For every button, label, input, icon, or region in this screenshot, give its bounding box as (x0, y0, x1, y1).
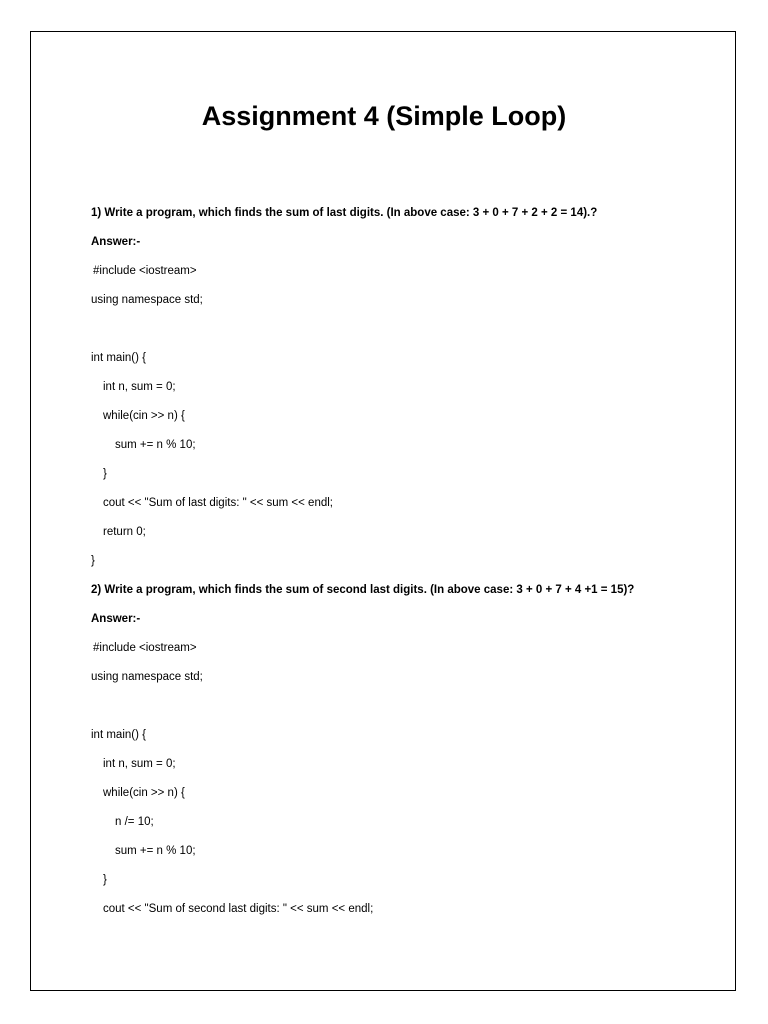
question-2: 2) Write a program, which finds the sum of second last digits. (In above case: 3 + 0 + 7 + 4 +1 = 15)? (91, 584, 635, 596)
code-line: #include <iostream> (93, 642, 197, 654)
code-line: } (103, 874, 107, 886)
code-line: int n, sum = 0; (103, 758, 176, 770)
answer-label-2: Answer:- (91, 613, 141, 625)
answer-label-1: Answer:- (91, 236, 141, 248)
code-line: n /= 10; (115, 816, 154, 828)
code-line: using namespace std; (91, 294, 203, 306)
document-page (30, 31, 736, 991)
code-line: cout << "Sum of second last digits: " << sum << endl; (103, 903, 374, 915)
code-line: return 0; (103, 526, 146, 538)
code-line: int n, sum = 0; (103, 381, 176, 393)
code-line: while(cin >> n) { (103, 410, 185, 422)
page-title: Assignment 4 (Simple Loop) (201, 101, 567, 131)
code-line: } (103, 468, 107, 480)
code-line: cout << "Sum of last digits: " << sum << endl; (103, 497, 333, 509)
question-1: 1) Write a program, which finds the sum of last digits. (In above case: 3 + 0 + 7 + 2 + 2 = 14).? (91, 207, 598, 219)
code-line: #include <iostream> (93, 265, 197, 277)
code-line: while(cin >> n) { (103, 787, 185, 799)
code-line: using namespace std; (91, 671, 203, 683)
code-line: int main() { (91, 352, 146, 364)
code-line: } (91, 555, 95, 567)
code-line: sum += n % 10; (115, 439, 196, 451)
code-line: int main() { (91, 729, 146, 741)
code-line: sum += n % 10; (115, 845, 196, 857)
